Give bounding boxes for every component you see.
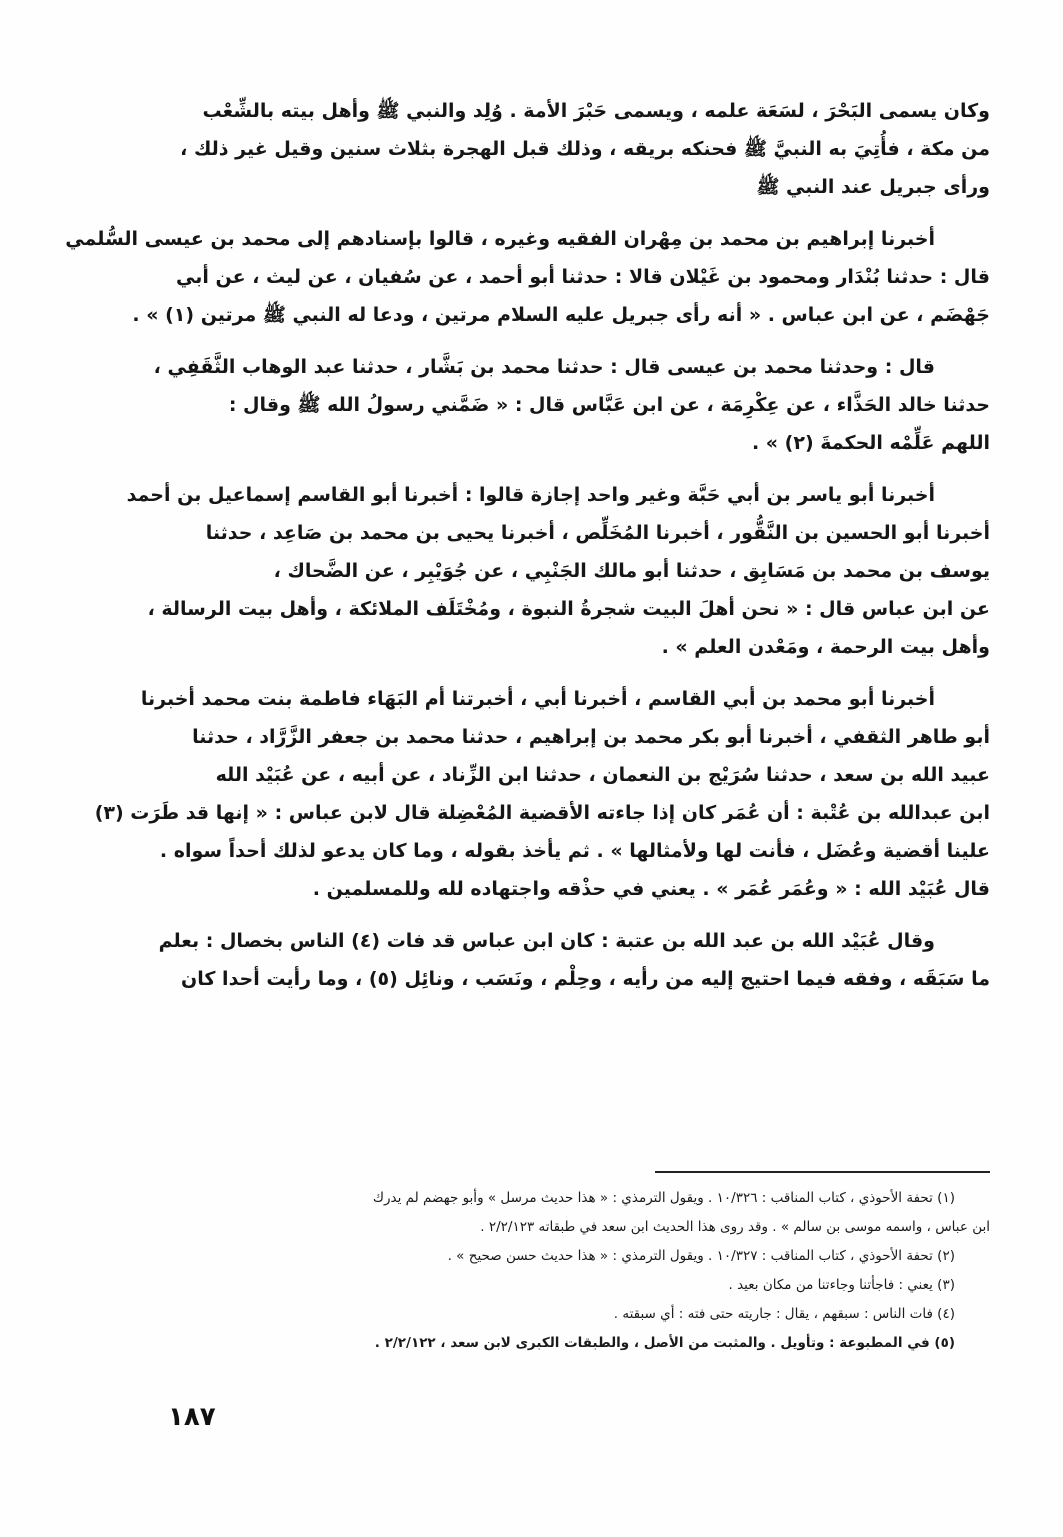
text-line: حدثنا خالد الحَذَّاء ، عن عِكْرِمَة ، عن ابن عَبَّاس قال : « ضَمَّني رسولُ الله ﷺ وقال : (228, 394, 990, 416)
footnote-line: (٢) تحفة الأحوذي ، كتاب المناقب : ١٠/٣٢٧ . ويقول الترمذي : « هذا حديث حسن صحيح » . (447, 1248, 955, 1264)
text-line: أخبرنا أبو محمد بن أبي القاسم ، أخبرنا أبي ، أخبرتنا أم البَهَاء فاطمة بنت محمد أخبرنا (140, 688, 935, 710)
text-line: أخبرنا أبو الحسين بن النَّقُّور ، أخبرنا المُخَلِّص ، أخبرنا يحيى بن محمد بن صَاعِد ، حدثنا (205, 522, 990, 544)
text-line: قال : وحدثنا محمد بن عيسى قال : حدثنا محمد بن بَشَّار ، حدثنا عبد الوهاب الثَّقَفِي ، (153, 356, 935, 378)
text-line: ابن عبدالله بن عُتْبة : أن عُمَر كان إذا جاءته الأقضية المُعْضِلة قال لابن عباس : « إنها قد طَرَت (٣) (94, 802, 990, 824)
footnote-line: (١) تحفة الأحوذي ، كتاب المناقب : ١٠/٣٢٦ . ويقول الترمذي : « هذا حديث مرسل » وأبو جهضم لم يدرك (372, 1190, 955, 1206)
footnote-divider (655, 1171, 990, 1173)
text-line: من مكة ، فأُتِيَ به النبيَّ ﷺ فحنكه بريقه ، وذلك قبل الهجرة بثلاث سنين وقيل غير ذلك ، (180, 138, 990, 160)
paragraph (126, 476, 990, 666)
text-line: عن ابن عباس قال : « نحن أهلَ البيت شجرةُ النبوة ، ومُخْتَلَف الملائكة ، وأهل بيت الرسالة ، (147, 598, 990, 620)
text-line: يوسف بن محمد بن مَسَابِق ، حدثنا أبو مالك الجَنْبِي ، عن جُوَيْبِر ، عن الضَّحاك ، (273, 560, 990, 582)
text-line: عبيد الله بن سعد ، حدثنا سُرَيْج بن النعمان ، حدثنا ابن الزِّناد ، عن أبيه ، عن عُبَيْد الله (215, 764, 990, 786)
text-line: علينا أقضية وعُضَل ، فأنت لها ولأمثالها » . ثم يأخذ بقوله ، وما كان يدعو لذلك أحداً سواه . (159, 840, 990, 862)
paragraph (150, 92, 990, 206)
footnote-line: (٤) فات الناس : سبقهم ، يقال : جاريته حتى فته : أي سبقته . (613, 1306, 955, 1322)
footnote-line: ابن عباس ، واسمه موسى بن سالم » . وقد روى هذا الحديث ابن سعد في طبقاته ٢/٢/١٢٣ . (480, 1219, 990, 1235)
text-line: أخبرنا إبراهيم بن محمد بن مِهْران الفقيه وغيره ، قالوا بإسنادهم إلى محمد بن عيسى السُّلمي (65, 228, 935, 250)
text-line: ورأى جبريل عند النبي ﷺ (756, 176, 990, 198)
page-number: ١٨٧ (168, 1402, 216, 1432)
paragraph (150, 348, 990, 462)
text-line: وكان يسمى البَحْرَ ، لسَعَة علمه ، ويسمى حَبْرَ الأمة . وُلِد والنبي ﷺ وأهل بيته بالشِّعْب (202, 100, 990, 122)
text-line: قال : حدثنا بُنْدَار ومحمود بن غَيْلان قالا : حدثنا أبو أحمد ، عن سُفيان ، عن ليث ، عن أبي (176, 266, 990, 288)
text-line: وقال عُبَيْد الله بن عبد الله بن عتبة : كان ابن عباس قد فات (٤) الناس بخصال : بعلم (158, 930, 935, 952)
text-line: اللهم عَلِّمْه الحكمةَ (٢) » . (751, 432, 990, 454)
paragraph (94, 680, 990, 908)
text-line: أبو طاهر الثقفي ، أخبرنا أبو بكر محمد بن إبراهيم ، حدثنا محمد بن جعفر الزَّرَّاد ، حدثنا (192, 726, 990, 748)
paragraph (150, 922, 990, 998)
text-line: وأهل بيت الرحمة ، ومَعْدن العلم » . (661, 636, 990, 658)
footnote-line: (٣) يعني : فاجأتنا وجاءتنا من مكان بعيد . (728, 1277, 955, 1293)
footnote-line: (٥) في المطبوعة : وتأويل . والمثبت من الأصل ، والطبقات الكبرى لابن سعد ، ٢/٢/١٢٢ . (374, 1335, 955, 1351)
main-text (65, 92, 990, 1012)
text-line: قال عُبَيْد الله : « وعُمَر عُمَر » . يعني في حذْقه واجتهاده لله وللمسلمين . (312, 878, 990, 900)
text-line: جَهْضَم ، عن ابن عباس . « أنه رأى جبريل عليه السلام مرتين ، ودعا له النبي ﷺ مرتين (١) » . (132, 304, 990, 326)
footnotes (150, 1184, 990, 1358)
text-line: أخبرنا أبو ياسر بن أبي حَبَّة وغير واحد إجازة قالوا : أخبرنا أبو القاسم إسماعيل بن أحمد (126, 484, 935, 506)
text-line: ما سَبَقَه ، وفقه فيما احتيج إليه من رأيه ، وحِلْم ، ونَسَب ، ونائِل (٥) ، وما رأيت أحدا كان (181, 968, 990, 990)
paragraph (65, 220, 990, 334)
